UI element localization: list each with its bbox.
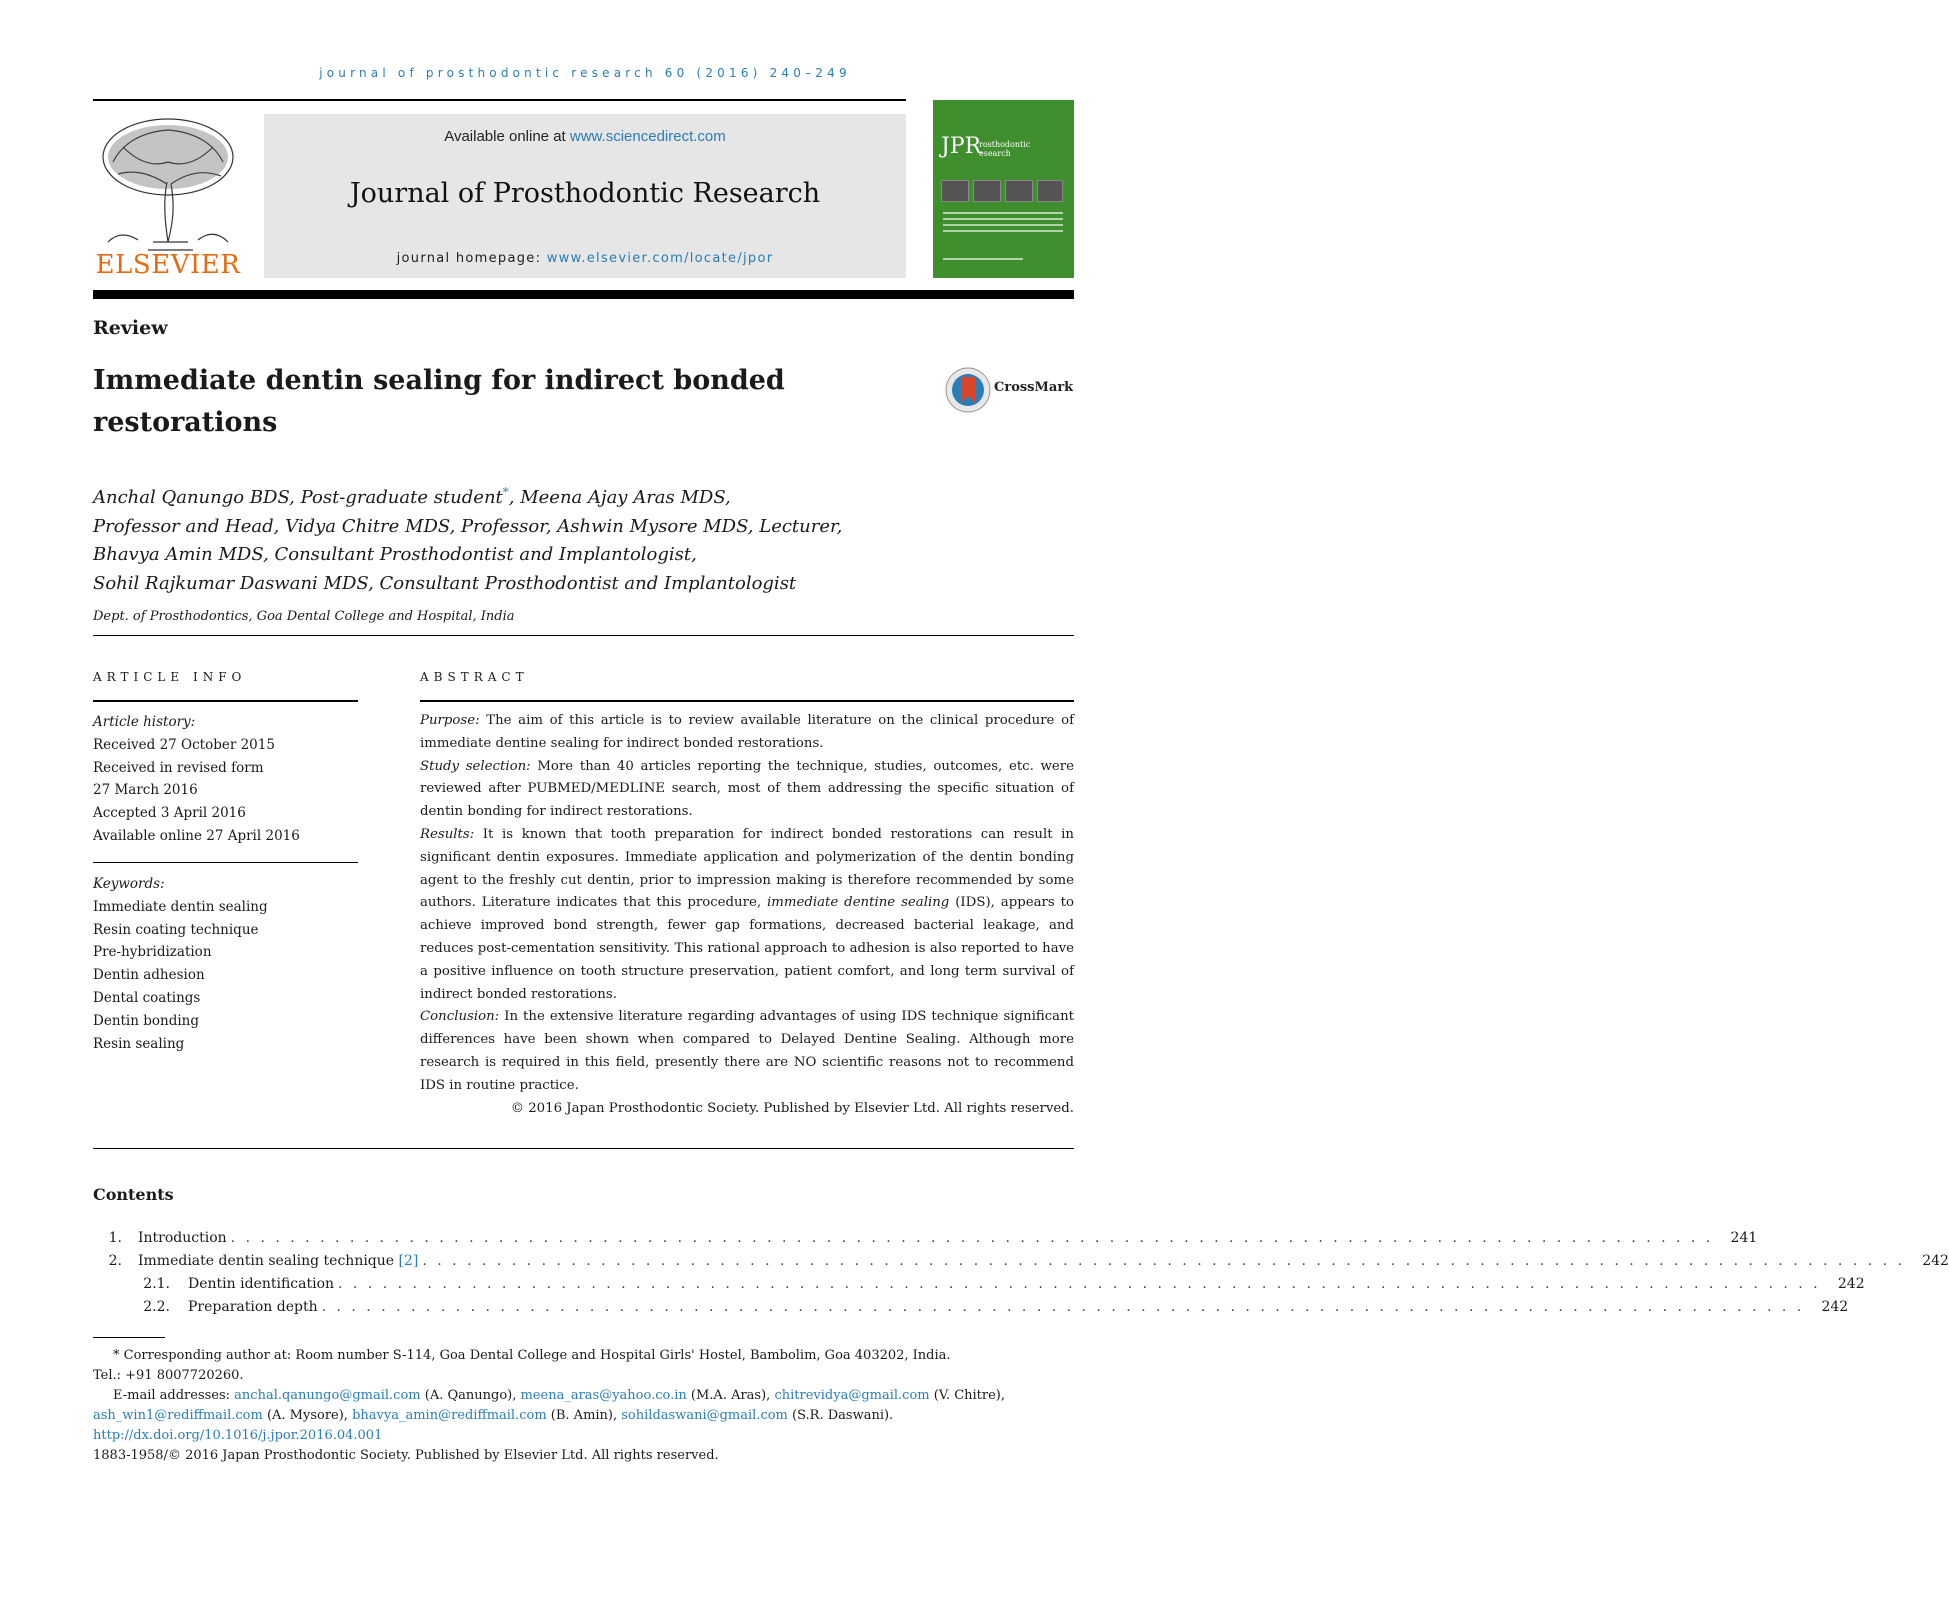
author-line: , Meena Ajay Aras MDS, [508,487,731,508]
email-link[interactable]: bhavya_amin@rediffmail.com [352,1408,547,1423]
footnotes [93,1346,1074,1466]
email-link[interactable]: meena_aras@yahoo.co.in [520,1388,687,1403]
journal-title: Journal of Prosthodontic Research [349,178,821,209]
keyword: Resin sealing [93,1035,185,1052]
header-rule [93,290,1074,299]
divider [420,700,1074,702]
toc-title: Preparation depth [188,1299,318,1315]
divider [93,700,358,702]
abstract-body [420,710,1074,1120]
available-online [264,128,906,145]
corresponding-mark[interactable]: * [502,485,509,499]
corresponding-author-note: * Corresponding author at: Room number S-114, Goa Dental College and Hospital Girls' Hostel, Bambolim, Goa 403202, India. [113,1348,951,1363]
cover-text-line [943,258,1023,260]
toc-title: Immediate dentin sealing technique [2] [138,1253,419,1269]
author-list [93,478,1053,598]
toc-number: 1. [108,1230,122,1246]
toc-page: 242 [1922,1253,1949,1269]
cover-text-line [943,230,1063,232]
abstract-study-selection: Study selection: More than 40 articles reporting the technique, studies, outcomes, etc. were reviewed after PUBMED/MEDLINE search, most of them addressing the specific situation of dentin bonding for indirect restorations. [420,758,1074,820]
journal-header [264,114,906,278]
footnote-rule [93,1337,165,1338]
toc-entry[interactable] [93,1230,1758,1253]
keyword: Dentin bonding [93,1012,199,1029]
citation-link[interactable]: [2] [398,1253,419,1269]
journal-homepage [264,251,906,266]
article-title: Immediate dentin sealing for indirect bonded restorations [93,365,785,438]
toc-number: 2.2. [143,1299,170,1315]
doi-link[interactable]: http://dx.doi.org/10.1016/j.jpor.2016.04.001 [93,1428,383,1443]
keywords-label: Keywords: [93,876,165,892]
sciencedirect-link[interactable]: www.sciencedirect.com [569,128,726,145]
cover-title: rosthodontic esearch [979,140,1031,158]
toc-title: Introduction [138,1230,227,1246]
crossmark-label: CrossMark [994,380,1074,395]
history-item: Received in revised form [93,759,264,776]
cover-photo [1005,180,1033,202]
abstract-conclusion: Conclusion: In the extensive literature regarding advantages of using IDS technique significant differences have been shown when compared to Delayed Dentine Sealing. Although more research is required in this field, presently there are NO scientific reasons not to recommend IDS in routine practice. [420,1009,1074,1093]
article-history [93,711,358,848]
author-line: Professor and Head, Vidya Chitre MDS, Professor, Ashwin Mysore MDS, Lecturer, [93,515,843,537]
toc-leader: . . . . . . . . . . . . . . . . . . . . . . . . . . . . . . . . . . . . . . . . . . . . . . . . . . . . . . . . . . . . . . . . . . . . . . . . . . . . . . . . . . . . . . . . . . . . . . . . . . . . [321,1299,1805,1315]
divider [93,1148,1074,1149]
available-prefix: Available online at [444,128,570,145]
history-item: Received 27 October 2015 [93,736,275,753]
elsevier-wordmark: ELSEVIER [95,250,241,280]
abstract-heading: ABSTRACT [420,670,529,684]
divider [93,635,1074,636]
cover-photo [1037,180,1063,202]
toc-page: 242 [1837,1276,1865,1292]
homepage-prefix: journal homepage: [396,251,547,266]
history-label: Article history: [93,714,196,730]
email-link[interactable]: sohildaswani@gmail.com [621,1408,788,1423]
affiliation: Dept. of Prosthodontics, Goa Dental College and Hospital, India [93,609,515,624]
cover-initials: JPR [941,134,982,159]
toc-leader: . . . . . . . . . . . . . . . . . . . . . . . . . . . . . . . . . . . . . . . . . . . . . . . . . . . . . . . . . . . . . . . . . . . . . . . . . . . . . . . . . . . . . . . . . . . . . . . . . . . . [422,1253,1905,1269]
toc-page: 241 [1730,1230,1758,1246]
cover-text-line [943,218,1063,220]
history-item: 27 March 2016 [93,782,198,799]
abstract-purpose: Purpose: The aim of this article is to review available literature on the clinical procedure of immediate dentine sealing for indirect bonded restorations. [420,713,1074,751]
email-link[interactable]: ash_win1@rediffmail.com [93,1408,263,1423]
keyword: Resin coating technique [93,921,259,938]
author-line: Sohil Rajkumar Daswani MDS, Consultant Prosthodontist and Implantologist [93,572,797,594]
keyword: Pre-hybridization [93,944,212,961]
toc-leader: . . . . . . . . . . . . . . . . . . . . . . . . . . . . . . . . . . . . . . . . . . . . . . . . . . . . . . . . . . . . . . . . . . . . . . . . . . . . . . . . . . . . . . . . . . . . . . . . . . . . [230,1230,1714,1246]
journal-reference: journal of prosthodontic research 60 (2016) 240–249 [319,66,851,80]
history-item: Accepted 3 April 2016 [93,805,246,822]
cover-text-line [943,224,1063,226]
email-link[interactable]: chitrevidya@gmail.com [774,1388,930,1403]
email-addresses: E-mail addresses: anchal.qanungo@gmail.com (A. Qanungo), meena_aras@yahoo.co.in (M.A. Aras), chitrevidya@gmail.com (V. Chitre), [113,1388,1006,1403]
section-type: Review [93,317,168,339]
cover-photo [941,180,969,202]
homepage-link[interactable]: www.elsevier.com/locate/jpor [546,251,774,266]
toc-number: 2.1. [143,1276,170,1292]
article-info-heading: ARTICLE INFO [93,670,247,684]
issn-copyright: 1883-1958/© 2016 Japan Prosthodontic Society. Published by Elsevier Ltd. All rights reserved. [93,1448,719,1463]
contents-heading: Contents [93,1185,174,1204]
toc-entry[interactable] [93,1299,1849,1322]
toc-title: Dentin identification [188,1276,335,1292]
keyword: Dental coatings [93,989,201,1006]
top-rule [93,99,906,101]
keyword: Dentin adhesion [93,967,205,984]
email-addresses-cont: ash_win1@rediffmail.com (A. Mysore), bhavya_amin@rediffmail.com (B. Amin), sohildaswani@gmail.com (S.R. Daswani). [93,1408,894,1423]
email-link[interactable]: anchal.qanungo@gmail.com [234,1388,421,1403]
toc-leader: . . . . . . . . . . . . . . . . . . . . . . . . . . . . . . . . . . . . . . . . . . . . . . . . . . . . . . . . . . . . . . . . . . . . . . . . . . . . . . . . . . . . . . . . . . . . . . . . . . . . [338,1276,1821,1292]
abstract-copyright: © 2016 Japan Prosthodontic Society. Published by Elsevier Ltd. All rights reserved. [510,1100,1074,1116]
toc-entry[interactable] [93,1253,1949,1276]
keywords [93,873,358,1055]
history-item: Available online 27 April 2016 [93,827,300,844]
divider [93,862,358,863]
journal-cover-image [933,100,1074,278]
toc-entry[interactable] [93,1276,1865,1299]
cover-photo [973,180,1001,202]
table-of-contents [93,1230,1949,1322]
author-line: Anchal Qanungo BDS, Post-graduate student [93,487,503,508]
toc-number: 2. [108,1253,122,1269]
telephone: Tel.: +91 8007720260. [93,1368,244,1383]
abstract-results: Results: It is known that tooth preparation for indirect bonded restorations can result in significant dentin exposures. Immediate application and polymerization of the dentin bonding agent to the freshly cut dentin, prior to impression making is therefore recommended by some authors. Literature indicates that this procedure, immediate dentine sealing (IDS), appears to achieve improved bond strength, fewer gap formations, decreased bacterial leakage, and reduces post-cementation sensitivity. This rational approach to adhesion is also reported to have a positive influence on tooth structure preservation, patient comfort, and long term survival of indirect bonded restorations. [420,826,1074,1002]
toc-page: 242 [1821,1299,1849,1315]
cover-text-line [943,212,1063,214]
author-line: Bhavya Amin MDS, Consultant Prosthodontist and Implantologist, [93,544,697,566]
keyword: Immediate dentin sealing [93,898,268,915]
